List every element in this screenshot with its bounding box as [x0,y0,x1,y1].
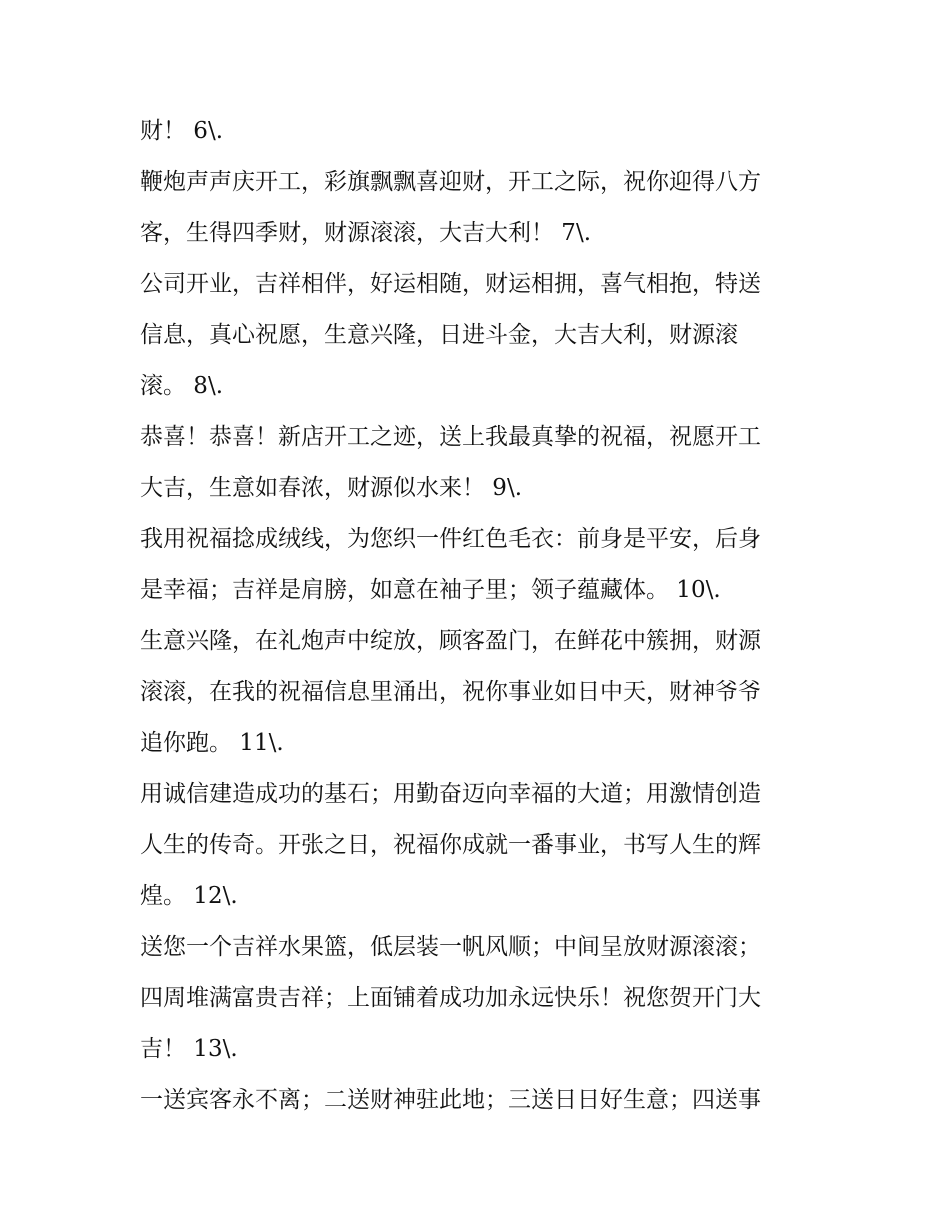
text-line: 大吉，生意如春浓，财源似水来！ 9\. [140,475,523,501]
text-line: 鞭炮声声庆开工，彩旗飘飘喜迎财，开工之际，祝你迎得八方 [140,169,761,195]
text-line: 煌。 12\. [140,883,238,909]
text-line: 财！ 6\. [140,118,224,144]
text-line: 四周堆满富贵吉祥；上面铺着成功加永远快乐！祝您贺开门大 [140,985,761,1011]
text-line: 是幸福；吉祥是肩膀，如意在袖子里；领子蕴藏体。 10\. [140,577,721,603]
text-line: 生意兴隆，在礼炮声中绽放，顾客盈门，在鲜花中簇拥，财源 [140,628,761,654]
text-line: 追你跑。 11\. [140,730,284,756]
text-line: 公司开业，吉祥相伴，好运相随，财运相拥，喜气相抱，特送 [140,271,761,297]
text-line: 客，生得四季财，财源滚滚，大吉大利！ 7\. [140,220,592,246]
text-line: 滚。 8\. [140,373,224,399]
text-line: 吉！ 13\. [140,1036,238,1062]
text-line: 我用祝福捻成绒线，为您织一件红色毛衣：前身是平安，后身 [140,526,761,552]
text-line: 用诚信建造成功的基石；用勤奋迈向幸福的大道；用激情创造 [140,781,761,807]
text-line: 恭喜！恭喜！新店开工之迹，送上我最真挚的祝福，祝愿开工 [140,424,761,450]
text-line: 滚滚，在我的祝福信息里涌出，祝你事业如日中天，财神爷爷 [140,679,761,705]
text-line: 信息，真心祝愿，生意兴隆，日进斗金，大吉大利，财源滚 [140,322,738,348]
text-line: 一送宾客永不离；二送财神驻此地；三送日日好生意；四送事 [140,1087,761,1113]
document-body [140,106,820,1126]
text-line: 人生的传奇。开张之日，祝福你成就一番事业，书写人生的辉 [140,832,761,858]
text-line: 送您一个吉祥水果篮，低层装一帆风顺；中间呈放财源滚滚； [140,934,761,960]
